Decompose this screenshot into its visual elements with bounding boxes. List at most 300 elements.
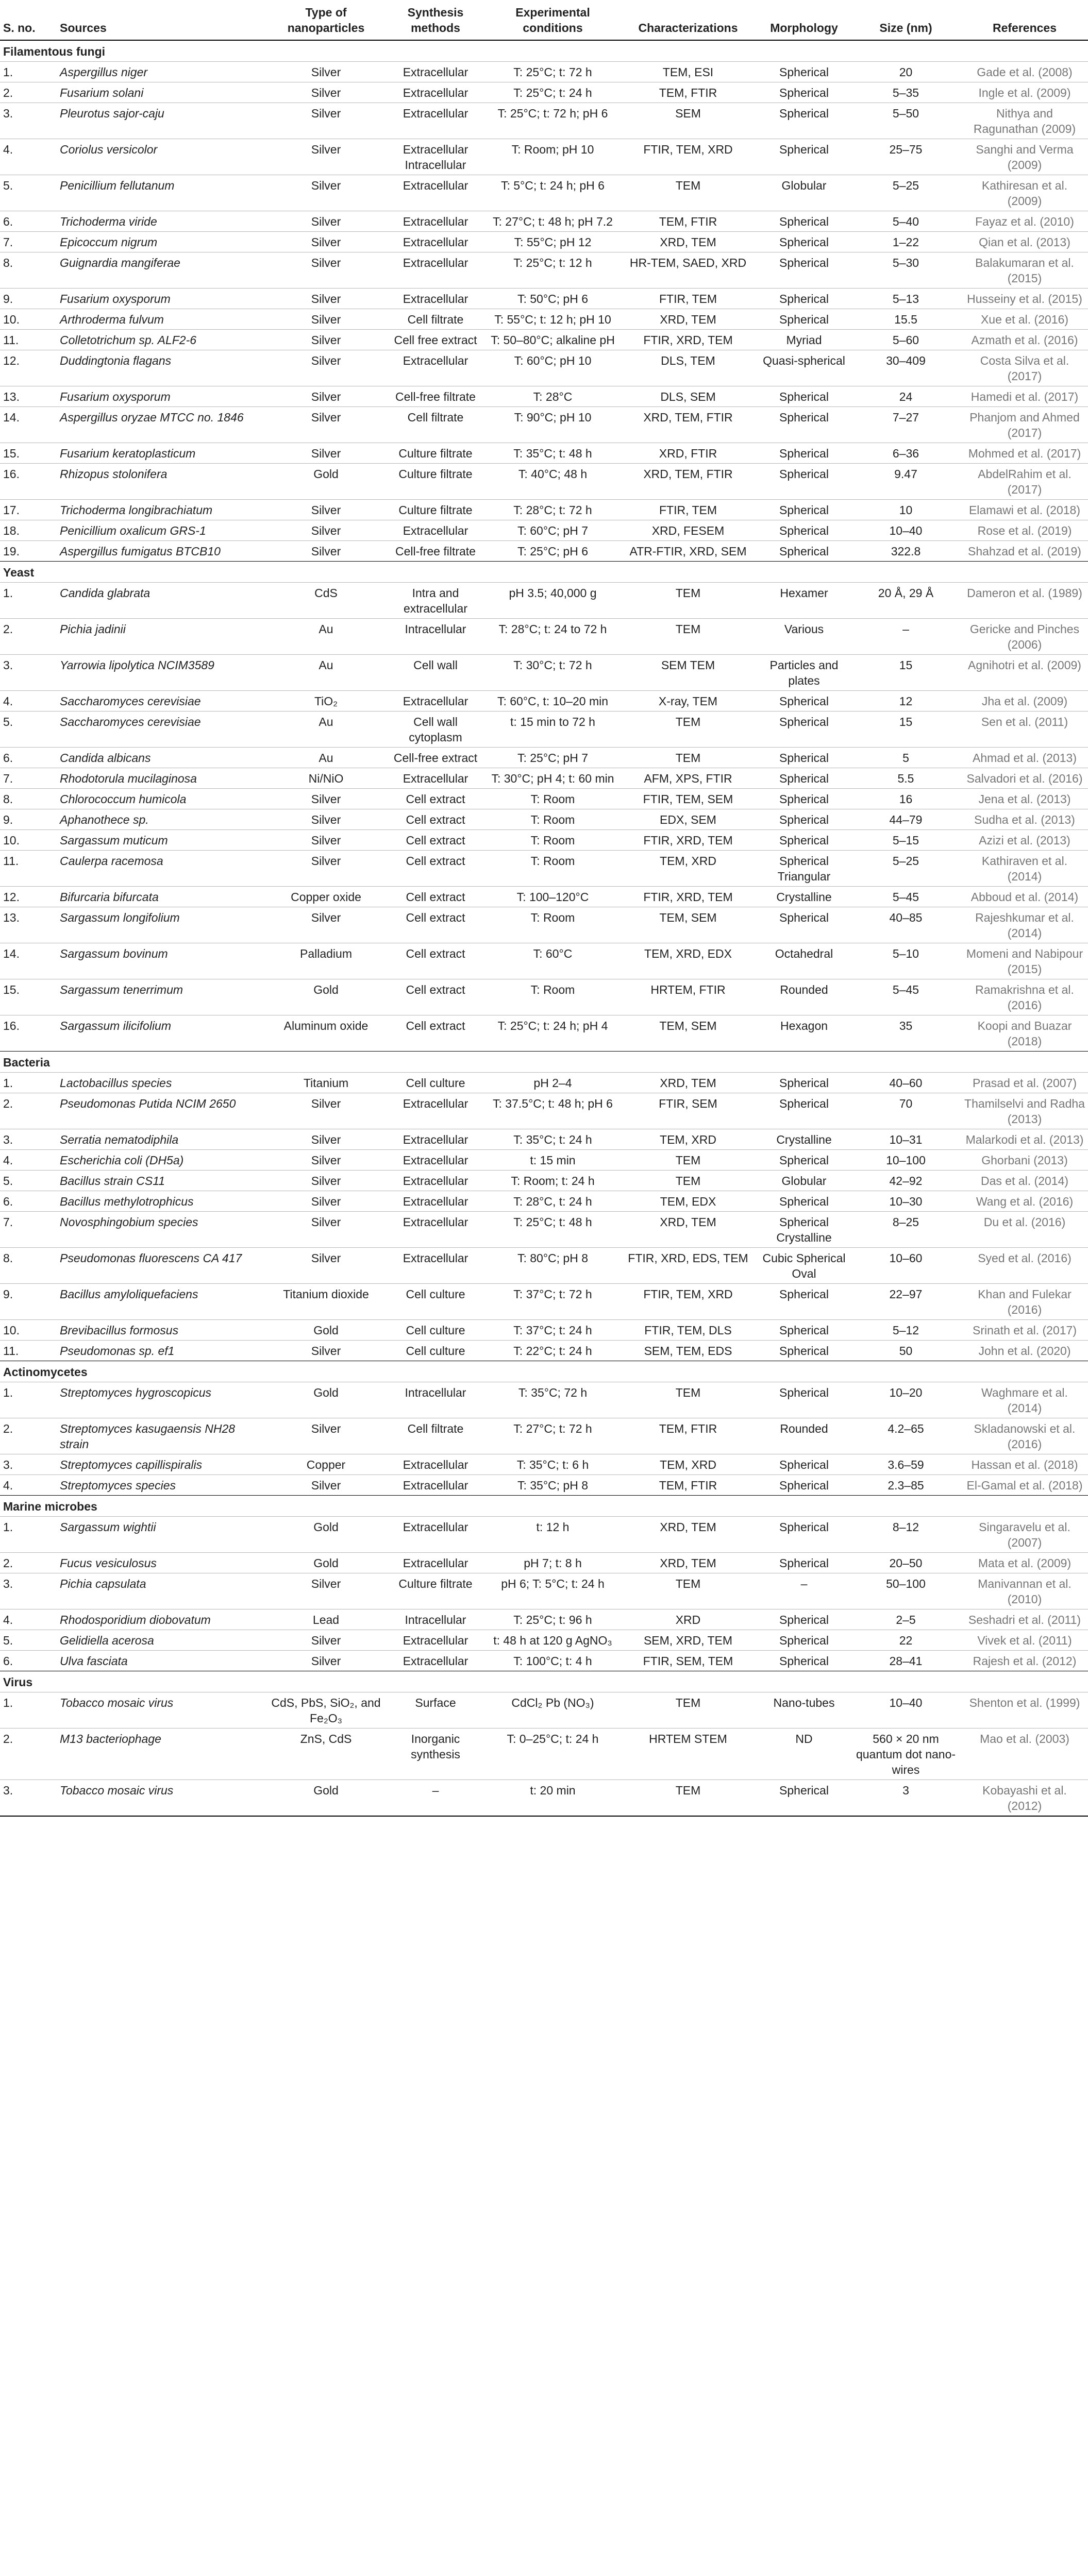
morphology: Spherical — [758, 907, 850, 943]
synthesis-method: Cell culture — [384, 1073, 487, 1093]
particle-size: 5–45 — [850, 887, 961, 907]
particle-size: 4.2–65 — [850, 1418, 961, 1454]
experimental-conditions: pH 3.5; 40,000 g — [487, 583, 618, 619]
reference: Syed et al. (2016) — [961, 1248, 1088, 1284]
section-title: Bacteria — [0, 1052, 1088, 1073]
table-row — [0, 851, 1088, 887]
experimental-conditions: T: 5°C; t: 24 h; pH 6 — [487, 175, 618, 211]
source-name: Tobacco mosaic virus — [57, 1780, 268, 1817]
table-row — [0, 711, 1088, 748]
nanoparticle-type: Silver — [268, 309, 384, 330]
serial-number: 5. — [0, 1630, 57, 1651]
nanoparticle-type: Silver — [268, 1475, 384, 1496]
source-name: M13 bacteriophage — [57, 1728, 268, 1780]
experimental-conditions: T: 50°C; pH 6 — [487, 289, 618, 309]
particle-size: 15 — [850, 655, 961, 691]
synthesis-method: Cell extract — [384, 907, 487, 943]
synthesis-method: Extracellular — [384, 768, 487, 789]
serial-number: 1. — [0, 62, 57, 82]
reference: Qian et al. (2013) — [961, 232, 1088, 252]
nanoparticle-type: Gold — [268, 1517, 384, 1553]
source-name: Saccharomyces cerevisiae — [57, 691, 268, 711]
table-row — [0, 330, 1088, 350]
morphology: Spherical — [758, 1150, 850, 1171]
table-row — [0, 1692, 1088, 1728]
characterization-methods: TEM — [618, 1382, 758, 1418]
characterization-methods: XRD, TEM — [618, 1212, 758, 1248]
particle-size: 20–50 — [850, 1553, 961, 1573]
table-row — [0, 1129, 1088, 1150]
serial-number: 3. — [0, 1454, 57, 1475]
morphology: Spherical — [758, 103, 850, 139]
particle-size: – — [850, 619, 961, 655]
reference: Kathiresan et al. (2009) — [961, 175, 1088, 211]
experimental-conditions: T: 37°C; t: 72 h — [487, 1284, 618, 1320]
characterization-methods: TEM, XRD, EDX — [618, 943, 758, 979]
experimental-conditions: T: 35°C; 72 h — [487, 1382, 618, 1418]
morphology: ND — [758, 1728, 850, 1780]
characterization-methods: FTIR, XRD, TEM — [618, 887, 758, 907]
serial-number: 11. — [0, 330, 57, 350]
reference: Das et al. (2014) — [961, 1171, 1088, 1191]
nanoparticle-type: Silver — [268, 289, 384, 309]
reference: Balakumaran et al. (2015) — [961, 252, 1088, 289]
synthesis-method: Extracellular — [384, 1171, 487, 1191]
synthesis-method: Extracellular — [384, 1212, 487, 1248]
synthesis-method: Intra and extracellular — [384, 583, 487, 619]
nanoparticle-type: Silver — [268, 407, 384, 443]
serial-number: 2. — [0, 82, 57, 103]
nanoparticle-type: Silver — [268, 232, 384, 252]
particle-size: 2.3–85 — [850, 1475, 961, 1496]
particle-size: 560 × 20 nm quantum dot nano-wires — [850, 1728, 961, 1780]
characterization-methods: FTIR, XRD, TEM — [618, 830, 758, 851]
morphology: Spherical — [758, 1093, 850, 1129]
table-row — [0, 789, 1088, 809]
table-row — [0, 583, 1088, 619]
source-name: Serratia nematodiphila — [57, 1129, 268, 1150]
morphology: Spherical — [758, 1651, 850, 1671]
experimental-conditions: T: 35°C; pH 8 — [487, 1475, 618, 1496]
serial-number: 13. — [0, 907, 57, 943]
synthesis-method: Cell wall cytoplasm — [384, 711, 487, 748]
serial-number: 6. — [0, 748, 57, 768]
serial-number: 15. — [0, 979, 57, 1015]
source-name: Sargassum tenerrimum — [57, 979, 268, 1015]
experimental-conditions: T: Room — [487, 979, 618, 1015]
source-name: Pichia jadinii — [57, 619, 268, 655]
serial-number: 18. — [0, 520, 57, 541]
synthesis-method: Cell filtrate — [384, 407, 487, 443]
experimental-conditions: t: 15 min to 72 h — [487, 711, 618, 748]
characterization-methods: EDX, SEM — [618, 809, 758, 830]
source-name: Saccharomyces cerevisiae — [57, 711, 268, 748]
table-row — [0, 907, 1088, 943]
nanoparticle-type: Silver — [268, 82, 384, 103]
characterization-methods: XRD, FTIR — [618, 443, 758, 464]
table-row — [0, 1454, 1088, 1475]
reference: Elamawi et al. (2018) — [961, 500, 1088, 520]
particle-size: 40–85 — [850, 907, 961, 943]
particle-size: 20 Å, 29 Å — [850, 583, 961, 619]
nanoparticle-type: Titanium dioxide — [268, 1284, 384, 1320]
synthesis-method: Extracellular — [384, 1150, 487, 1171]
serial-number: 3. — [0, 103, 57, 139]
experimental-conditions: T: 60°C; pH 7 — [487, 520, 618, 541]
experimental-conditions: T: 25°C; t: 12 h — [487, 252, 618, 289]
serial-number: 15. — [0, 443, 57, 464]
source-name: Aspergillus fumigatus BTCB10 — [57, 541, 268, 562]
synthesis-method: Cell filtrate — [384, 1418, 487, 1454]
reference: Rajeshkumar et al. (2014) — [961, 907, 1088, 943]
source-name: Yarrowia lipolytica NCIM3589 — [57, 655, 268, 691]
nanoparticle-type: Gold — [268, 1553, 384, 1573]
reference: Khan and Fulekar (2016) — [961, 1284, 1088, 1320]
reference: Xue et al. (2016) — [961, 309, 1088, 330]
section-title: Yeast — [0, 562, 1088, 583]
particle-size: 15 — [850, 711, 961, 748]
source-name: Sargassum longifolium — [57, 907, 268, 943]
serial-number: 19. — [0, 541, 57, 562]
table-row — [0, 62, 1088, 82]
characterization-methods: TEM — [618, 175, 758, 211]
synthesis-method: Extracellular — [384, 1630, 487, 1651]
table-row — [0, 252, 1088, 289]
nanoparticle-type: Silver — [268, 252, 384, 289]
morphology: Octahedral — [758, 943, 850, 979]
experimental-conditions: T: 25°C; t: 72 h; pH 6 — [487, 103, 618, 139]
morphology: Spherical — [758, 62, 850, 82]
table-row — [0, 1382, 1088, 1418]
morphology: Spherical — [758, 748, 850, 768]
synthesis-method: Extracellular — [384, 62, 487, 82]
experimental-conditions: T: 100–120°C — [487, 887, 618, 907]
characterization-methods: ATR-FTIR, XRD, SEM — [618, 541, 758, 562]
synthesis-method: Cell filtrate — [384, 309, 487, 330]
morphology: Crystalline — [758, 887, 850, 907]
characterization-methods: TEM — [618, 1150, 758, 1171]
table-row — [0, 1073, 1088, 1093]
table-row — [0, 520, 1088, 541]
experimental-conditions: T: 25°C; t: 96 h — [487, 1609, 618, 1630]
morphology: Cubic Spherical Oval — [758, 1248, 850, 1284]
experimental-conditions: pH 6; T: 5°C; t: 24 h — [487, 1573, 618, 1609]
particle-size: 5–40 — [850, 211, 961, 232]
reference: Waghmare et al. (2014) — [961, 1382, 1088, 1418]
table-row — [0, 979, 1088, 1015]
serial-number: 3. — [0, 1573, 57, 1609]
serial-number: 16. — [0, 1015, 57, 1052]
morphology: Spherical — [758, 252, 850, 289]
synthesis-method: Cell free extract — [384, 330, 487, 350]
characterization-methods: TEM, XRD — [618, 851, 758, 887]
reference: Wang et al. (2016) — [961, 1191, 1088, 1212]
reference: Mao et al. (2003) — [961, 1728, 1088, 1780]
header-conditions: Experimental conditions — [487, 0, 618, 40]
table-body — [0, 40, 1088, 1816]
particle-size: 10–40 — [850, 520, 961, 541]
reference: Prasad et al. (2007) — [961, 1073, 1088, 1093]
nanoparticle-type: Silver — [268, 330, 384, 350]
morphology: Spherical — [758, 1284, 850, 1320]
reference: AbdelRahim et al. (2017) — [961, 464, 1088, 500]
nanoparticle-type: Palladium — [268, 943, 384, 979]
nanoparticle-type: Silver — [268, 139, 384, 175]
experimental-conditions: T: 28°C — [487, 386, 618, 407]
serial-number: 3. — [0, 1129, 57, 1150]
serial-number: 12. — [0, 887, 57, 907]
experimental-conditions: T: 28°C; t: 72 h — [487, 500, 618, 520]
nanoparticle-type: Au — [268, 619, 384, 655]
experimental-conditions: T: 35°C; t: 6 h — [487, 1454, 618, 1475]
experimental-conditions: T: 35°C; t: 48 h — [487, 443, 618, 464]
particle-size: 22 — [850, 1630, 961, 1651]
nanoparticle-type: Silver — [268, 103, 384, 139]
synthesis-method: Extracellular — [384, 211, 487, 232]
particle-size: 30–409 — [850, 350, 961, 386]
experimental-conditions: t: 48 h at 120 g AgNO₃ — [487, 1630, 618, 1651]
morphology: Spherical — [758, 500, 850, 520]
nanoparticle-type: Silver — [268, 350, 384, 386]
characterization-methods: FTIR, TEM, XRD — [618, 139, 758, 175]
source-name: Sargassum muticum — [57, 830, 268, 851]
serial-number: 4. — [0, 1475, 57, 1496]
characterization-methods: AFM, XPS, FTIR — [618, 768, 758, 789]
table-row — [0, 386, 1088, 407]
reference: Ahmad et al. (2013) — [961, 748, 1088, 768]
serial-number: 10. — [0, 1320, 57, 1341]
header-row — [0, 0, 1088, 40]
morphology: Spherical — [758, 1630, 850, 1651]
serial-number: 8. — [0, 252, 57, 289]
morphology: Spherical — [758, 830, 850, 851]
nanoparticle-type: Silver — [268, 1093, 384, 1129]
morphology: Spherical — [758, 520, 850, 541]
experimental-conditions: T: Room — [487, 851, 618, 887]
table-row — [0, 1341, 1088, 1361]
table-row — [0, 1284, 1088, 1320]
section-title: Actinomycetes — [0, 1361, 1088, 1382]
reference: Manivannan et al. (2010) — [961, 1573, 1088, 1609]
table-row — [0, 619, 1088, 655]
reference: Sen et al. (2011) — [961, 711, 1088, 748]
nanoparticle-type: Silver — [268, 1651, 384, 1671]
particle-size: 5–50 — [850, 103, 961, 139]
reference: Malarkodi et al. (2013) — [961, 1129, 1088, 1150]
experimental-conditions: T: 25°C; pH 7 — [487, 748, 618, 768]
particle-size: 5–60 — [850, 330, 961, 350]
morphology: Rounded — [758, 1418, 850, 1454]
nanoparticle-type: Copper oxide — [268, 887, 384, 907]
table-row — [0, 887, 1088, 907]
serial-number: 10. — [0, 830, 57, 851]
morphology: Spherical Triangular — [758, 851, 850, 887]
source-name: Aphanothece sp. — [57, 809, 268, 830]
experimental-conditions: T: 0–25°C; t: 24 h — [487, 1728, 618, 1780]
characterization-methods: XRD, TEM — [618, 232, 758, 252]
experimental-conditions: T: 25°C; t: 24 h; pH 4 — [487, 1015, 618, 1052]
source-name: Fusarium solani — [57, 82, 268, 103]
experimental-conditions: T: 80°C; pH 8 — [487, 1248, 618, 1284]
characterization-methods: XRD, TEM — [618, 309, 758, 330]
source-name: Bacillus methylotrophicus — [57, 1191, 268, 1212]
table-row — [0, 809, 1088, 830]
particle-size: 5–30 — [850, 252, 961, 289]
synthesis-method: Intracellular — [384, 1382, 487, 1418]
reference: Gericke and Pinches (2006) — [961, 619, 1088, 655]
nanoparticle-type: Gold — [268, 1320, 384, 1341]
particle-size: 1–22 — [850, 232, 961, 252]
table-row — [0, 309, 1088, 330]
serial-number: 14. — [0, 943, 57, 979]
synthesis-method: Extracellular — [384, 1129, 487, 1150]
particle-size: 5–25 — [850, 175, 961, 211]
nanoparticle-type: Au — [268, 655, 384, 691]
section-title: Filamentous fungi — [0, 40, 1088, 62]
experimental-conditions: T: 28°C, t: 24 h — [487, 1191, 618, 1212]
serial-number: 1. — [0, 1382, 57, 1418]
characterization-methods: TEM, XRD — [618, 1454, 758, 1475]
source-name: Streptomyces species — [57, 1475, 268, 1496]
reference: Salvadori et al. (2016) — [961, 768, 1088, 789]
particle-size: 22–97 — [850, 1284, 961, 1320]
table-row — [0, 175, 1088, 211]
particle-size: 50–100 — [850, 1573, 961, 1609]
reference: Gade et al. (2008) — [961, 62, 1088, 82]
characterization-methods: SEM TEM — [618, 655, 758, 691]
morphology: Spherical — [758, 768, 850, 789]
synthesis-method: Intracellular — [384, 619, 487, 655]
synthesis-method: Extracellular — [384, 1651, 487, 1671]
characterization-methods: XRD, TEM, FTIR — [618, 407, 758, 443]
table-row — [0, 139, 1088, 175]
experimental-conditions: T: 55°C; pH 12 — [487, 232, 618, 252]
table-row — [0, 1780, 1088, 1817]
characterization-methods: SEM, TEM, EDS — [618, 1341, 758, 1361]
morphology: Myriad — [758, 330, 850, 350]
synthesis-method: Extracellular — [384, 350, 487, 386]
characterization-methods: FTIR, SEM, TEM — [618, 1651, 758, 1671]
morphology: Spherical — [758, 1553, 850, 1573]
source-name: Novosphingobium species — [57, 1212, 268, 1248]
nanoparticle-type: Silver — [268, 62, 384, 82]
source-name: Arthroderma fulvum — [57, 309, 268, 330]
characterization-methods: X-ray, TEM — [618, 691, 758, 711]
morphology: Spherical — [758, 1382, 850, 1418]
nanoparticle-type: Silver — [268, 1129, 384, 1150]
morphology: Quasi-spherical — [758, 350, 850, 386]
particle-size: 5–10 — [850, 943, 961, 979]
synthesis-method: Culture filtrate — [384, 500, 487, 520]
source-name: Penicillium fellutanum — [57, 175, 268, 211]
characterization-methods: FTIR, TEM, SEM — [618, 789, 758, 809]
reference: Shenton et al. (1999) — [961, 1692, 1088, 1728]
morphology: Spherical — [758, 1517, 850, 1553]
serial-number: 5. — [0, 175, 57, 211]
particle-size: 10–40 — [850, 1692, 961, 1728]
experimental-conditions: T: 55°C; t: 12 h; pH 10 — [487, 309, 618, 330]
characterization-methods: DLS, SEM — [618, 386, 758, 407]
section-header-row — [0, 1361, 1088, 1382]
table-row — [0, 1475, 1088, 1496]
source-name: Bacillus amyloliquefaciens — [57, 1284, 268, 1320]
particle-size: 35 — [850, 1015, 961, 1052]
characterization-methods: TEM, XRD — [618, 1129, 758, 1150]
synthesis-method: Cell-free filtrate — [384, 386, 487, 407]
serial-number: 13. — [0, 386, 57, 407]
source-name: Penicillium oxalicum GRS-1 — [57, 520, 268, 541]
table-row — [0, 1212, 1088, 1248]
particle-size: 70 — [850, 1093, 961, 1129]
synthesis-method: Cell extract — [384, 943, 487, 979]
table-row — [0, 500, 1088, 520]
reference: Seshadri et al. (2011) — [961, 1609, 1088, 1630]
experimental-conditions: T: 37°C; t: 24 h — [487, 1320, 618, 1341]
source-name: Pichia capsulata — [57, 1573, 268, 1609]
source-name: Epicoccum nigrum — [57, 232, 268, 252]
reference: Ramakrishna et al. (2016) — [961, 979, 1088, 1015]
serial-number: 4. — [0, 1150, 57, 1171]
reference: Kobayashi et al. (2012) — [961, 1780, 1088, 1817]
source-name: Rhodotorula mucilaginosa — [57, 768, 268, 789]
reference: Skladanowski et al. (2016) — [961, 1418, 1088, 1454]
table-row — [0, 1517, 1088, 1553]
morphology: Spherical — [758, 443, 850, 464]
reference: Costa Silva et al. (2017) — [961, 350, 1088, 386]
serial-number: 12. — [0, 350, 57, 386]
source-name: Pseudomonas fluorescens CA 417 — [57, 1248, 268, 1284]
particle-size: 10–30 — [850, 1191, 961, 1212]
morphology: Hexamer — [758, 583, 850, 619]
particle-size: 5.5 — [850, 768, 961, 789]
experimental-conditions: T: Room; pH 10 — [487, 139, 618, 175]
reference: Shahzad et al. (2019) — [961, 541, 1088, 562]
reference: Mata et al. (2009) — [961, 1553, 1088, 1573]
characterization-methods: TEM — [618, 1171, 758, 1191]
morphology: Spherical — [758, 541, 850, 562]
section-header-row — [0, 1671, 1088, 1692]
header-type: Type of nanoparticles — [268, 0, 384, 40]
source-name: Candida glabrata — [57, 583, 268, 619]
synthesis-method: Extracellular — [384, 1191, 487, 1212]
source-name: Sargassum bovinum — [57, 943, 268, 979]
table-row — [0, 748, 1088, 768]
characterization-methods: TEM — [618, 1780, 758, 1817]
characterization-methods: HR-TEM, SAED, XRD — [618, 252, 758, 289]
experimental-conditions: T: Room — [487, 907, 618, 943]
nanoparticle-type: CdS, PbS, SiO₂, and Fe₂O₃ — [268, 1692, 384, 1728]
nanoparticle-type: Silver — [268, 1171, 384, 1191]
particle-size: 5–12 — [850, 1320, 961, 1341]
synthesis-method: Cell-free filtrate — [384, 541, 487, 562]
particle-size: 20 — [850, 62, 961, 82]
table-row — [0, 1150, 1088, 1171]
nanoparticle-type: Silver — [268, 386, 384, 407]
table-row — [0, 289, 1088, 309]
reference: Koopi and Buazar (2018) — [961, 1015, 1088, 1052]
source-name: Pseudomonas Putida NCIM 2650 — [57, 1093, 268, 1129]
characterization-methods: XRD, TEM — [618, 1073, 758, 1093]
particle-size: 15.5 — [850, 309, 961, 330]
reference: Singaravelu et al. (2007) — [961, 1517, 1088, 1553]
reference: Hassan et al. (2018) — [961, 1454, 1088, 1475]
serial-number: 1. — [0, 583, 57, 619]
synthesis-method: Cell extract — [384, 809, 487, 830]
morphology: Spherical — [758, 289, 850, 309]
section-header-row — [0, 562, 1088, 583]
synthesis-method: Extracellular — [384, 232, 487, 252]
table-row — [0, 1609, 1088, 1630]
